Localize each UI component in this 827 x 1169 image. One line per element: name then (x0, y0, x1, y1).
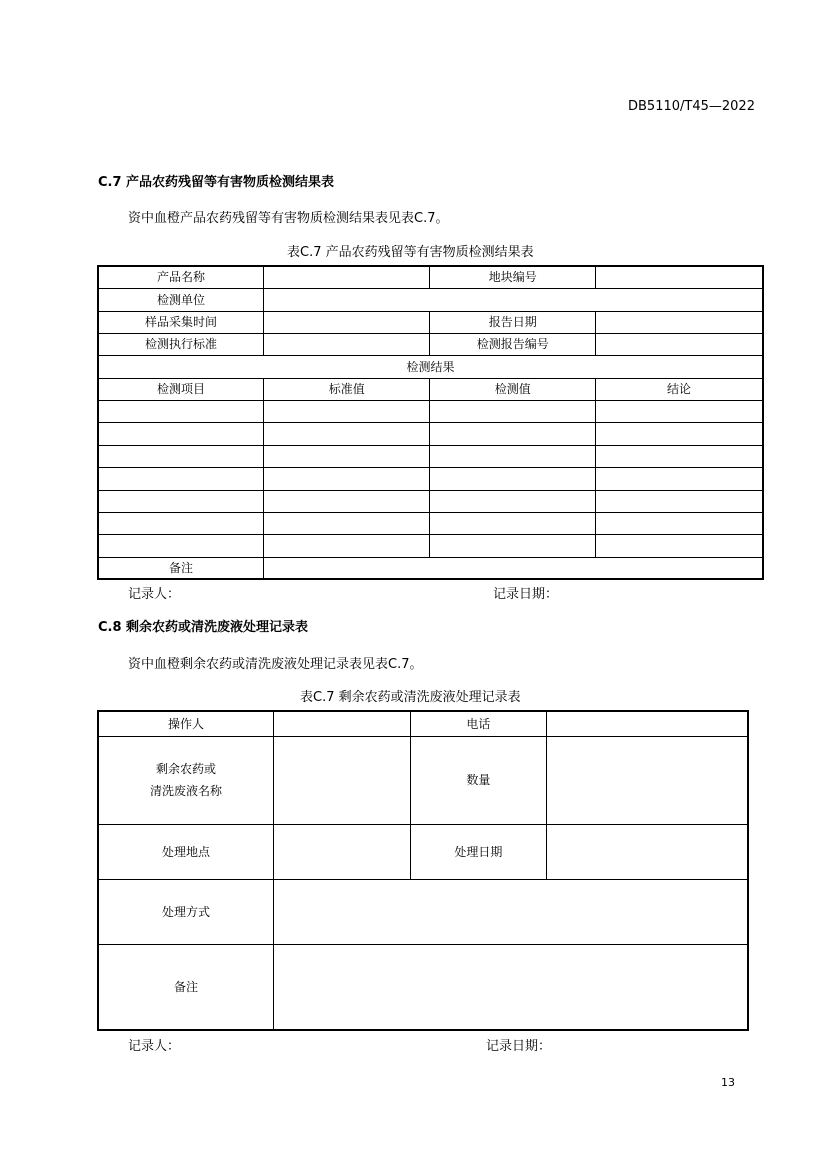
table-cell[interactable] (595, 534, 763, 557)
table-cell[interactable] (264, 490, 430, 512)
table-cell[interactable] (264, 467, 430, 490)
table-cell[interactable] (98, 534, 264, 557)
table-row (98, 467, 763, 490)
cell-label-test-unit: 检测单位 (98, 288, 264, 311)
test-results-table (97, 265, 764, 580)
table-cell[interactable] (595, 512, 763, 534)
cell-pesticide-name-value[interactable] (273, 736, 410, 824)
table-row (98, 400, 763, 422)
table-cell[interactable] (264, 534, 430, 557)
cell-operator-value[interactable] (273, 711, 410, 736)
table-cell[interactable] (264, 400, 430, 422)
table-cell[interactable] (430, 534, 596, 557)
table-cell[interactable] (98, 512, 264, 534)
cell-label-pesticide-name (98, 736, 273, 824)
table-cell[interactable] (98, 467, 264, 490)
section-heading-c8: C.8 剩余农药或清洗废液处理记录表 (98, 620, 309, 635)
cell-label-product-name: 产品名称 (98, 266, 264, 288)
cell-method-value[interactable] (273, 879, 748, 944)
table-cell[interactable] (430, 400, 596, 422)
table-row (98, 534, 763, 557)
table-cell[interactable] (264, 445, 430, 467)
disposal-record-table (97, 710, 749, 1031)
section-intro-c7: 资中血橙产品农药残留等有害物质检测结果表见表C.7。 (128, 211, 449, 226)
table-caption-c7: 表C.7 产品农药残留等有害物质检测结果表 (287, 245, 534, 260)
cell-location-value[interactable] (273, 824, 410, 879)
cell-standard-value[interactable] (264, 333, 430, 355)
cell-label-location: 处理地点 (98, 824, 273, 879)
recorder-label-c8: 记录人： (128, 1039, 181, 1054)
table-cell[interactable] (595, 445, 763, 467)
cell-label-operator: 操作人 (98, 711, 273, 736)
cell-label-plot-no: 地块编号 (430, 266, 596, 288)
cell-label-report-date: 报告日期 (430, 311, 596, 333)
cell-label-remark: 备注 (98, 944, 273, 1030)
column-header: 检测项目 (98, 378, 264, 400)
table-row (98, 422, 763, 445)
label-line: 清洗废液名称 (149, 784, 222, 798)
results-title: 检测结果 (98, 355, 763, 378)
table-cell[interactable] (98, 445, 264, 467)
document-code: DB5110/T45—2022 (628, 99, 755, 114)
table-cell[interactable] (430, 422, 596, 445)
recorder-label-c7: 记录人： (128, 587, 181, 602)
table-cell[interactable] (98, 400, 264, 422)
cell-plot-no-value[interactable] (595, 266, 763, 288)
table-cell[interactable] (595, 490, 763, 512)
cell-label-quantity: 数量 (410, 736, 547, 824)
table-cell[interactable] (430, 512, 596, 534)
table-row (98, 512, 763, 534)
cell-label-standard: 检测执行标准 (98, 333, 264, 355)
column-header: 标准值 (264, 378, 430, 400)
record-date-label-c7: 记录日期： (493, 587, 559, 602)
table-cell[interactable] (430, 445, 596, 467)
cell-label-phone: 电话 (410, 711, 547, 736)
section-heading-c7: C.7 产品农药残留等有害物质检测结果表 (98, 175, 335, 190)
cell-remark-value[interactable] (273, 944, 748, 1030)
page-number: 13 (721, 1076, 735, 1089)
cell-label-sample-time: 样品采集时间 (98, 311, 264, 333)
cell-product-name-value[interactable] (264, 266, 430, 288)
table-cell[interactable] (595, 422, 763, 445)
cell-report-no-value[interactable] (595, 333, 763, 355)
label-line: 剩余农药或 (155, 762, 216, 776)
cell-label-remark: 备注 (98, 557, 264, 579)
cell-label-date: 处理日期 (410, 824, 547, 879)
table-cell[interactable] (595, 400, 763, 422)
table-cell[interactable] (264, 422, 430, 445)
cell-report-date-value[interactable] (595, 311, 763, 333)
table-cell[interactable] (98, 422, 264, 445)
cell-sample-time-value[interactable] (264, 311, 430, 333)
table-row (98, 490, 763, 512)
column-header: 检测值 (430, 378, 596, 400)
cell-phone-value[interactable] (547, 711, 748, 736)
table-cell[interactable] (98, 490, 264, 512)
record-date-label-c8: 记录日期： (486, 1039, 552, 1054)
cell-remark-value[interactable] (264, 557, 764, 579)
table-caption-c8: 表C.7 剩余农药或清洗废液处理记录表 (300, 690, 521, 705)
cell-test-unit-value[interactable] (264, 288, 764, 311)
section-intro-c8: 资中血橙剩余农药或清洗废液处理记录表见表C.7。 (128, 657, 423, 672)
table-cell[interactable] (430, 467, 596, 490)
table-cell[interactable] (430, 490, 596, 512)
cell-date-value[interactable] (547, 824, 748, 879)
cell-label-method: 处理方式 (98, 879, 273, 944)
column-header: 结论 (595, 378, 763, 400)
cell-quantity-value[interactable] (547, 736, 748, 824)
cell-label-report-no: 检测报告编号 (430, 333, 596, 355)
table-cell[interactable] (264, 512, 430, 534)
table-cell[interactable] (595, 467, 763, 490)
table-row (98, 445, 763, 467)
